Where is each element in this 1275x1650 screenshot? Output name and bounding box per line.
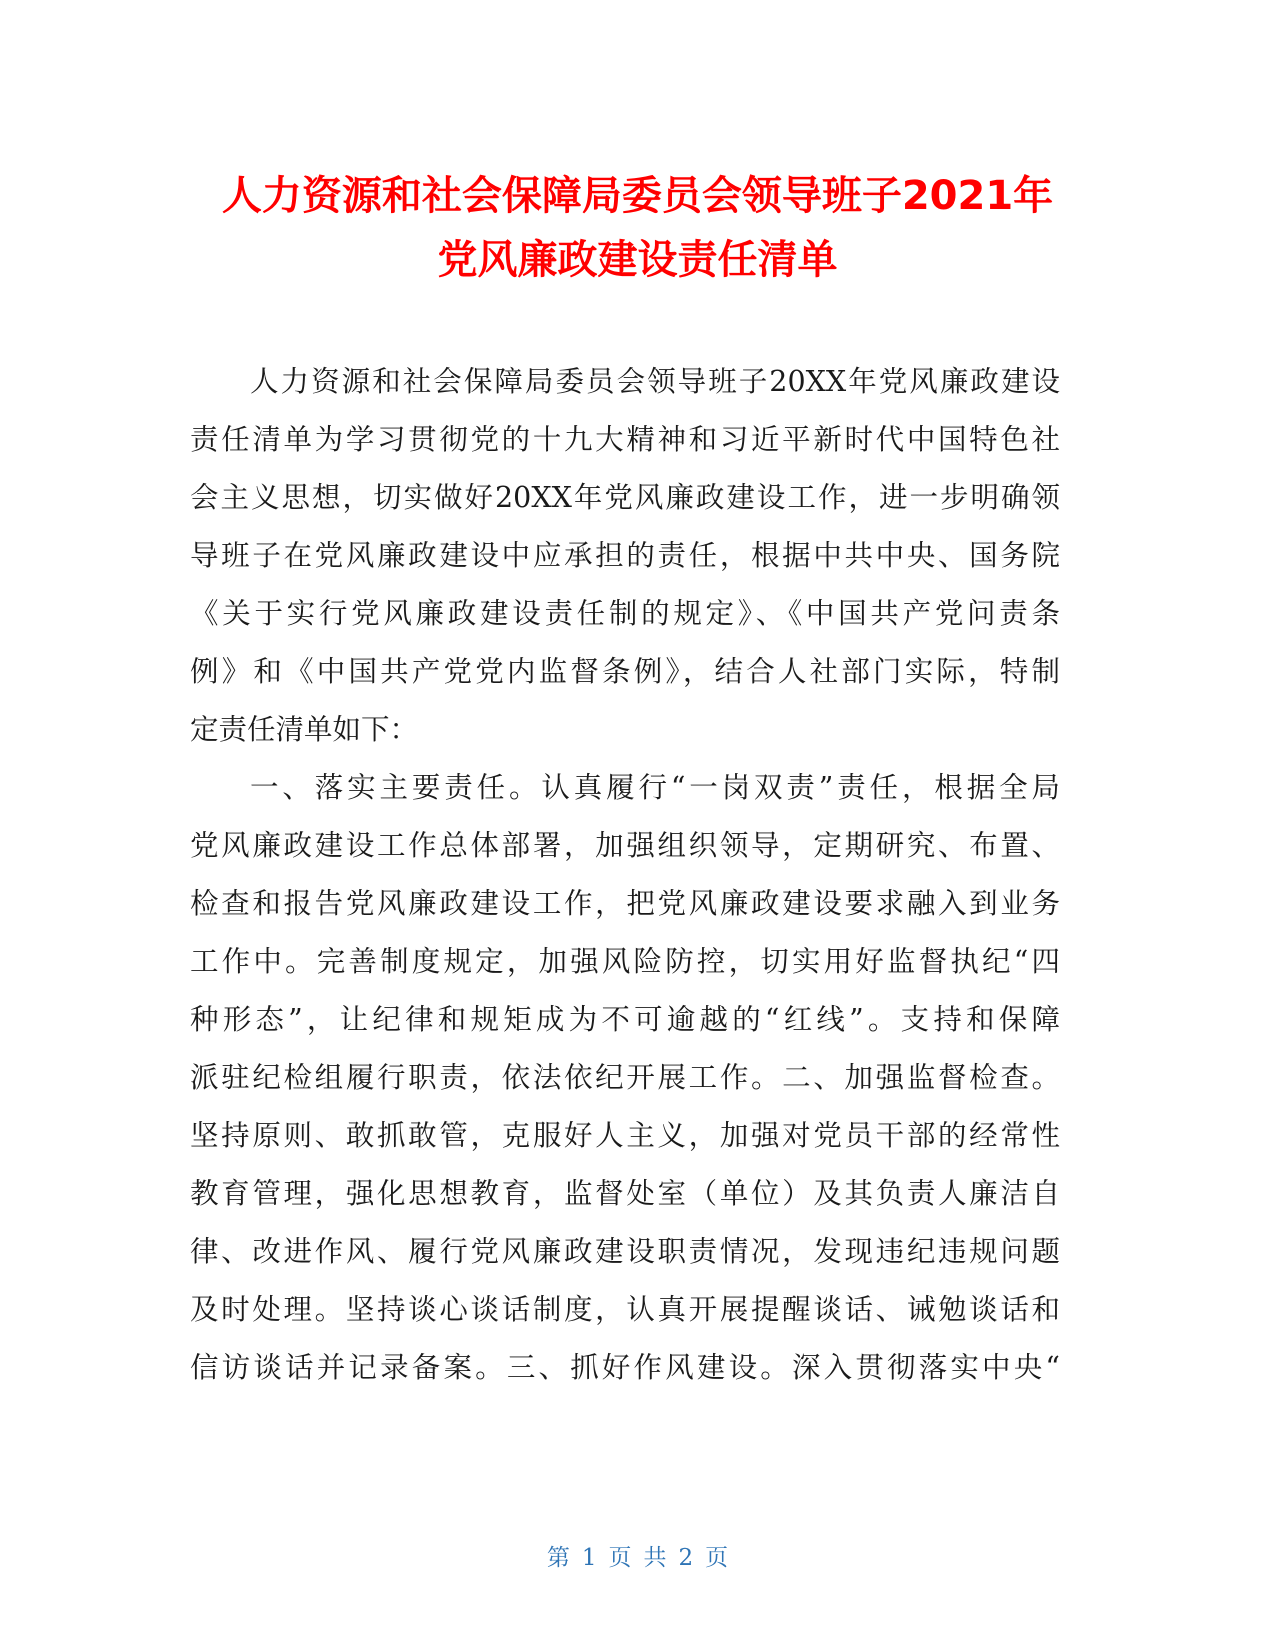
document-title-line-2: 党风廉政建设责任清单 <box>437 237 838 283</box>
body-line: 教育管理，强化思想教育，监督处室（单位）及其负责人廉洁自 <box>190 1177 1060 1210</box>
footer-page-mid: 页 <box>608 1545 632 1571</box>
footer-page-prefix: 第 <box>546 1545 570 1571</box>
body-line: 《关于实行党风廉政建设责任制的规定》、《中国共产党问责条 <box>190 597 1060 630</box>
body-line: 工作中。完善制度规定，加强风险防控，切实用好监督执纪“四 <box>190 945 1060 978</box>
body-line: 定责任清单如下： <box>190 713 419 746</box>
body-line: 律、改进作风、履行党风廉政建设职责情况，发现违纪违规问题 <box>190 1235 1060 1268</box>
body-line: 信访谈话并记录备案。三、抓好作风建设。深入贯彻落实中央“ <box>190 1351 1060 1384</box>
footer-total-label: 共 <box>643 1545 667 1571</box>
body-line: 例》和《中国共产党党内监督条例》，结合人社部门实际，特制 <box>190 655 1060 688</box>
body-line: 人力资源和社会保障局委员会领导班子20XX年党风廉政建设 <box>250 365 1060 398</box>
document-title-line-1: 人力资源和社会保障局委员会领导班子2021年 <box>221 173 1054 219</box>
body-line: 导班子在党风廉政建设中应承担的责任，根据中共中央、国务院 <box>190 539 1060 572</box>
body-line: 党风廉政建设工作总体部署，加强组织领导，定期研究、布置、 <box>190 829 1060 862</box>
body-line: 责任清单为学习贯彻党的十九大精神和习近平新时代中国特色社 <box>190 423 1060 456</box>
body-line: 检查和报告党风廉政建设工作，把党风廉政建设要求融入到业务 <box>190 887 1060 920</box>
body-line: 会主义思想，切实做好20XX年党风廉政建设工作，进一步明确领 <box>190 481 1060 514</box>
footer-page-suffix: 页 <box>705 1545 729 1571</box>
body-line: 坚持原则、敢抓敢管，克服好人主义，加强对党员干部的经常性 <box>190 1119 1060 1152</box>
footer-current-page: 1 <box>581 1545 597 1571</box>
footer-total-pages: 2 <box>678 1545 694 1571</box>
body-line: 一、落实主要责任。认真履行“一岗双责”责任，根据全局 <box>250 771 1060 804</box>
body-line: 及时处理。坚持谈心谈话制度，认真开展提醒谈话、诫勉谈话和 <box>190 1293 1060 1326</box>
body-line: 种形态”，让纪律和规矩成为不可逾越的“红线”。支持和保障 <box>190 1003 1060 1036</box>
body-line: 派驻纪检组履行职责，依法依纪开展工作。二、加强监督检查。 <box>190 1061 1060 1094</box>
page-footer <box>0 1543 1275 1573</box>
